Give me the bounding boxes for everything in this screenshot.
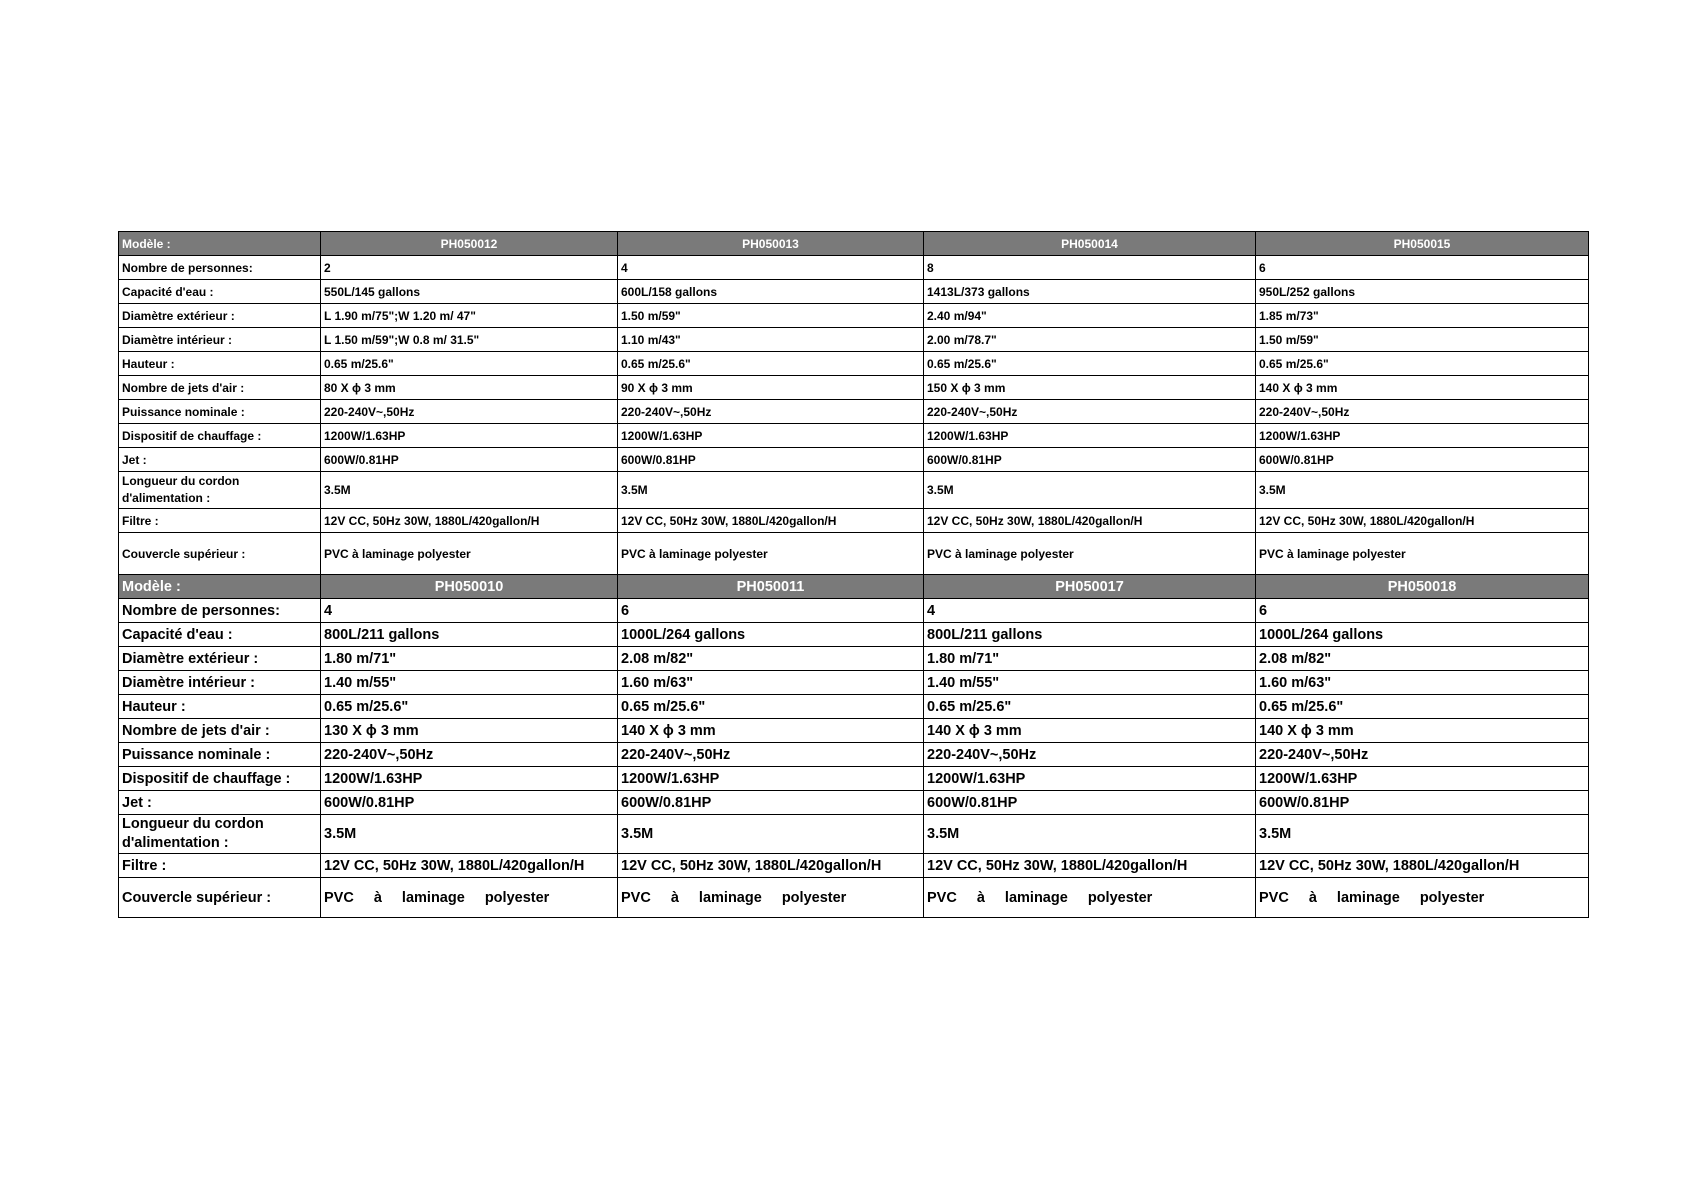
spec-cell: 1200W/1.63HP <box>1256 424 1589 448</box>
row-label-filter: Filtre : <box>119 854 321 878</box>
model-name: PH050011 <box>618 575 924 599</box>
spec-cell: 3.5M <box>618 472 924 509</box>
model-name: PH050014 <box>924 232 1256 256</box>
spec-row-capacity <box>119 280 1589 304</box>
spec-cell: PVC à laminage polyester <box>924 533 1256 575</box>
spec-cell: 0.65 m/25.6" <box>924 695 1256 719</box>
row-label-model: Modèle : <box>119 575 321 599</box>
spec-cell: 220-240V~,50Hz <box>618 743 924 767</box>
spec-cell: 0.65 m/25.6" <box>618 352 924 376</box>
spec-cell: 12V CC, 50Hz 30W, 1880L/420gallon/H <box>1256 509 1589 533</box>
spec-cell: 220-240V~,50Hz <box>1256 743 1589 767</box>
spec-cell: 1200W/1.63HP <box>924 767 1256 791</box>
spec-cell: 1.80 m/71" <box>321 647 618 671</box>
model-name: PH050010 <box>321 575 618 599</box>
row-label-persons: Nombre de personnes: <box>119 599 321 623</box>
spec-cell: 600W/0.81HP <box>924 448 1256 472</box>
model-header-row <box>119 232 1589 256</box>
spec-cell: 2 <box>321 256 618 280</box>
spec-row-filter <box>119 854 1589 878</box>
spec-row-outer <box>119 647 1589 671</box>
spec-cell: 2.08 m/82" <box>618 647 924 671</box>
spec-row-cord <box>119 472 1589 509</box>
spec-row-heater <box>119 424 1589 448</box>
row-label-jet: Jet : <box>119 448 321 472</box>
row-label-jet: Jet : <box>119 791 321 815</box>
spec-row-inner <box>119 671 1589 695</box>
spec-cell: 950L/252 gallons <box>1256 280 1589 304</box>
row-label-height: Hauteur : <box>119 695 321 719</box>
row-label-capacity: Capacité d'eau : <box>119 623 321 647</box>
spec-row-jet <box>119 448 1589 472</box>
model-name: PH050015 <box>1256 232 1589 256</box>
row-label-persons: Nombre de personnes: <box>119 256 321 280</box>
spec-cell: 220-240V~,50Hz <box>618 400 924 424</box>
spec-cell: PVC à laminage polyester <box>321 878 618 918</box>
spec-cell: L 1.90 m/75";W 1.20 m/ 47" <box>321 304 618 328</box>
row-label-cover: Couvercle supérieur : <box>119 878 321 918</box>
spec-row-filter <box>119 509 1589 533</box>
spec-cell: 4 <box>618 256 924 280</box>
spec-cell: 600W/0.81HP <box>1256 791 1589 815</box>
spec-row-heater <box>119 767 1589 791</box>
row-label-cover: Couvercle supérieur : <box>119 533 321 575</box>
spec-row-persons <box>119 256 1589 280</box>
spec-cell: 1200W/1.63HP <box>321 424 618 448</box>
model-name: PH050017 <box>924 575 1256 599</box>
spec-cell: 3.5M <box>618 815 924 854</box>
spec-cell: L 1.50 m/59";W 0.8 m/ 31.5" <box>321 328 618 352</box>
spec-cell: 3.5M <box>321 815 618 854</box>
spec-cell: 1000L/264 gallons <box>618 623 924 647</box>
spec-cell: 6 <box>618 599 924 623</box>
model-name: PH050012 <box>321 232 618 256</box>
row-label-height: Hauteur : <box>119 352 321 376</box>
spec-cell: 12V CC, 50Hz 30W, 1880L/420gallon/H <box>321 509 618 533</box>
spec-cell: 3.5M <box>924 815 1256 854</box>
spec-cell: 800L/211 gallons <box>924 623 1256 647</box>
spec-cell: 1.40 m/55" <box>924 671 1256 695</box>
spec-cell: 3.5M <box>1256 472 1589 509</box>
row-label-air-jets: Nombre de jets d'air : <box>119 719 321 743</box>
row-label-filter: Filtre : <box>119 509 321 533</box>
spec-cell: 3.5M <box>1256 815 1589 854</box>
spec-cell: 220-240V~,50Hz <box>321 743 618 767</box>
row-label-cord: Longueur du cordon d'alimentation : <box>119 815 321 854</box>
row-label-capacity: Capacité d'eau : <box>119 280 321 304</box>
spec-cell: 80 X ϕ 3 mm <box>321 376 618 400</box>
spec-cell: 140 X ϕ 3 mm <box>1256 376 1589 400</box>
row-label-heater: Dispositif de chauffage : <box>119 424 321 448</box>
spec-cell: PVC à laminage polyester <box>924 878 1256 918</box>
spec-row-outer <box>119 304 1589 328</box>
spec-cell: 4 <box>924 599 1256 623</box>
spec-cell: 6 <box>1256 256 1589 280</box>
spec-cell: 2.08 m/82" <box>1256 647 1589 671</box>
spec-cell: 140 X ϕ 3 mm <box>618 719 924 743</box>
spec-row-persons <box>119 599 1589 623</box>
spec-row-air-jets <box>119 719 1589 743</box>
spec-cell: PVC à laminage polyester <box>1256 533 1589 575</box>
row-label-inner: Diamètre intérieur : <box>119 328 321 352</box>
row-label-outer: Diamètre extérieur : <box>119 647 321 671</box>
spec-cell: 0.65 m/25.6" <box>1256 352 1589 376</box>
spec-row-cord <box>119 815 1589 854</box>
spec-cell: 2.00 m/78.7" <box>924 328 1256 352</box>
spec-cell: 1.60 m/63" <box>618 671 924 695</box>
spec-cell: 600L/158 gallons <box>618 280 924 304</box>
spec-cell: 8 <box>924 256 1256 280</box>
spec-cell: PVC à laminage polyester <box>618 878 924 918</box>
spec-cell: 12V CC, 50Hz 30W, 1880L/420gallon/H <box>618 854 924 878</box>
spec-cell: 1413L/373 gallons <box>924 280 1256 304</box>
spec-cell: PVC à laminage polyester <box>618 533 924 575</box>
spec-row-capacity <box>119 623 1589 647</box>
model-name: PH050018 <box>1256 575 1589 599</box>
spec-cell: 150 X ϕ 3 mm <box>924 376 1256 400</box>
spec-cell: 1200W/1.63HP <box>1256 767 1589 791</box>
spec-cell: 600W/0.81HP <box>618 448 924 472</box>
spec-cell: 1000L/264 gallons <box>1256 623 1589 647</box>
spec-cell: 220-240V~,50Hz <box>924 400 1256 424</box>
spec-row-inner <box>119 328 1589 352</box>
spec-cell: 1200W/1.63HP <box>924 424 1256 448</box>
spec-cell: 1.40 m/55" <box>321 671 618 695</box>
spec-cell: 1200W/1.63HP <box>321 767 618 791</box>
spec-cell: PVC à laminage polyester <box>321 533 618 575</box>
spec-cell: 1200W/1.63HP <box>618 767 924 791</box>
spec-cell: 1.10 m/43" <box>618 328 924 352</box>
spec-cell: 600W/0.81HP <box>618 791 924 815</box>
spec-cell: 550L/145 gallons <box>321 280 618 304</box>
spec-cell: 600W/0.81HP <box>321 448 618 472</box>
spec-table <box>118 231 1589 918</box>
spec-cell: 1.85 m/73" <box>1256 304 1589 328</box>
spec-cell: 90 X ϕ 3 mm <box>618 376 924 400</box>
spec-cell: 220-240V~,50Hz <box>924 743 1256 767</box>
spec-row-air-jets <box>119 376 1589 400</box>
spec-cell: 0.65 m/25.6" <box>924 352 1256 376</box>
spec-row-height <box>119 695 1589 719</box>
spec-cell: 0.65 m/25.6" <box>1256 695 1589 719</box>
spec-cell: 1.80 m/71" <box>924 647 1256 671</box>
spec-cell: 1200W/1.63HP <box>618 424 924 448</box>
row-label-cord: Longueur du cordon d'alimentation : <box>119 472 321 509</box>
spec-cell: 4 <box>321 599 618 623</box>
model-name: PH050013 <box>618 232 924 256</box>
spec-cell: 1.50 m/59" <box>618 304 924 328</box>
spec-cell: 12V CC, 50Hz 30W, 1880L/420gallon/H <box>924 854 1256 878</box>
row-label-power: Puissance nominale : <box>119 743 321 767</box>
row-label-air-jets: Nombre de jets d'air : <box>119 376 321 400</box>
spec-cell: 0.65 m/25.6" <box>321 352 618 376</box>
row-label-outer: Diamètre extérieur : <box>119 304 321 328</box>
spec-cell: 0.65 m/25.6" <box>321 695 618 719</box>
spec-cell: 1.60 m/63" <box>1256 671 1589 695</box>
spec-row-power <box>119 400 1589 424</box>
spec-cell: 12V CC, 50Hz 30W, 1880L/420gallon/H <box>321 854 618 878</box>
spec-cell: 140 X ϕ 3 mm <box>924 719 1256 743</box>
spec-table-section-2 <box>119 575 1589 918</box>
spec-cell: 2.40 m/94" <box>924 304 1256 328</box>
model-header-row <box>119 575 1589 599</box>
spec-cell: 12V CC, 50Hz 30W, 1880L/420gallon/H <box>618 509 924 533</box>
spec-cell: 140 X ϕ 3 mm <box>1256 719 1589 743</box>
spec-cell: 130 X ϕ 3 mm <box>321 719 618 743</box>
spec-cell: 220-240V~,50Hz <box>321 400 618 424</box>
spec-cell: 3.5M <box>321 472 618 509</box>
spec-cell: PVC à laminage polyester <box>1256 878 1589 918</box>
spec-cell: 1.50 m/59" <box>1256 328 1589 352</box>
spec-cell: 220-240V~,50Hz <box>1256 400 1589 424</box>
spec-cell: 0.65 m/25.6" <box>618 695 924 719</box>
spec-table-section-1 <box>119 232 1589 575</box>
spec-cell: 600W/0.81HP <box>924 791 1256 815</box>
row-label-heater: Dispositif de chauffage : <box>119 767 321 791</box>
row-label-power: Puissance nominale : <box>119 400 321 424</box>
spec-row-power <box>119 743 1589 767</box>
spec-cell: 3.5M <box>924 472 1256 509</box>
spec-cell: 600W/0.81HP <box>321 791 618 815</box>
spec-cell: 12V CC, 50Hz 30W, 1880L/420gallon/H <box>1256 854 1589 878</box>
spec-cell: 6 <box>1256 599 1589 623</box>
spec-row-height <box>119 352 1589 376</box>
spec-row-cover <box>119 533 1589 575</box>
spec-row-cover <box>119 878 1589 918</box>
row-label-model: Modèle : <box>119 232 321 256</box>
spec-cell: 800L/211 gallons <box>321 623 618 647</box>
spec-cell: 600W/0.81HP <box>1256 448 1589 472</box>
row-label-inner: Diamètre intérieur : <box>119 671 321 695</box>
spec-cell: 12V CC, 50Hz 30W, 1880L/420gallon/H <box>924 509 1256 533</box>
spec-row-jet <box>119 791 1589 815</box>
